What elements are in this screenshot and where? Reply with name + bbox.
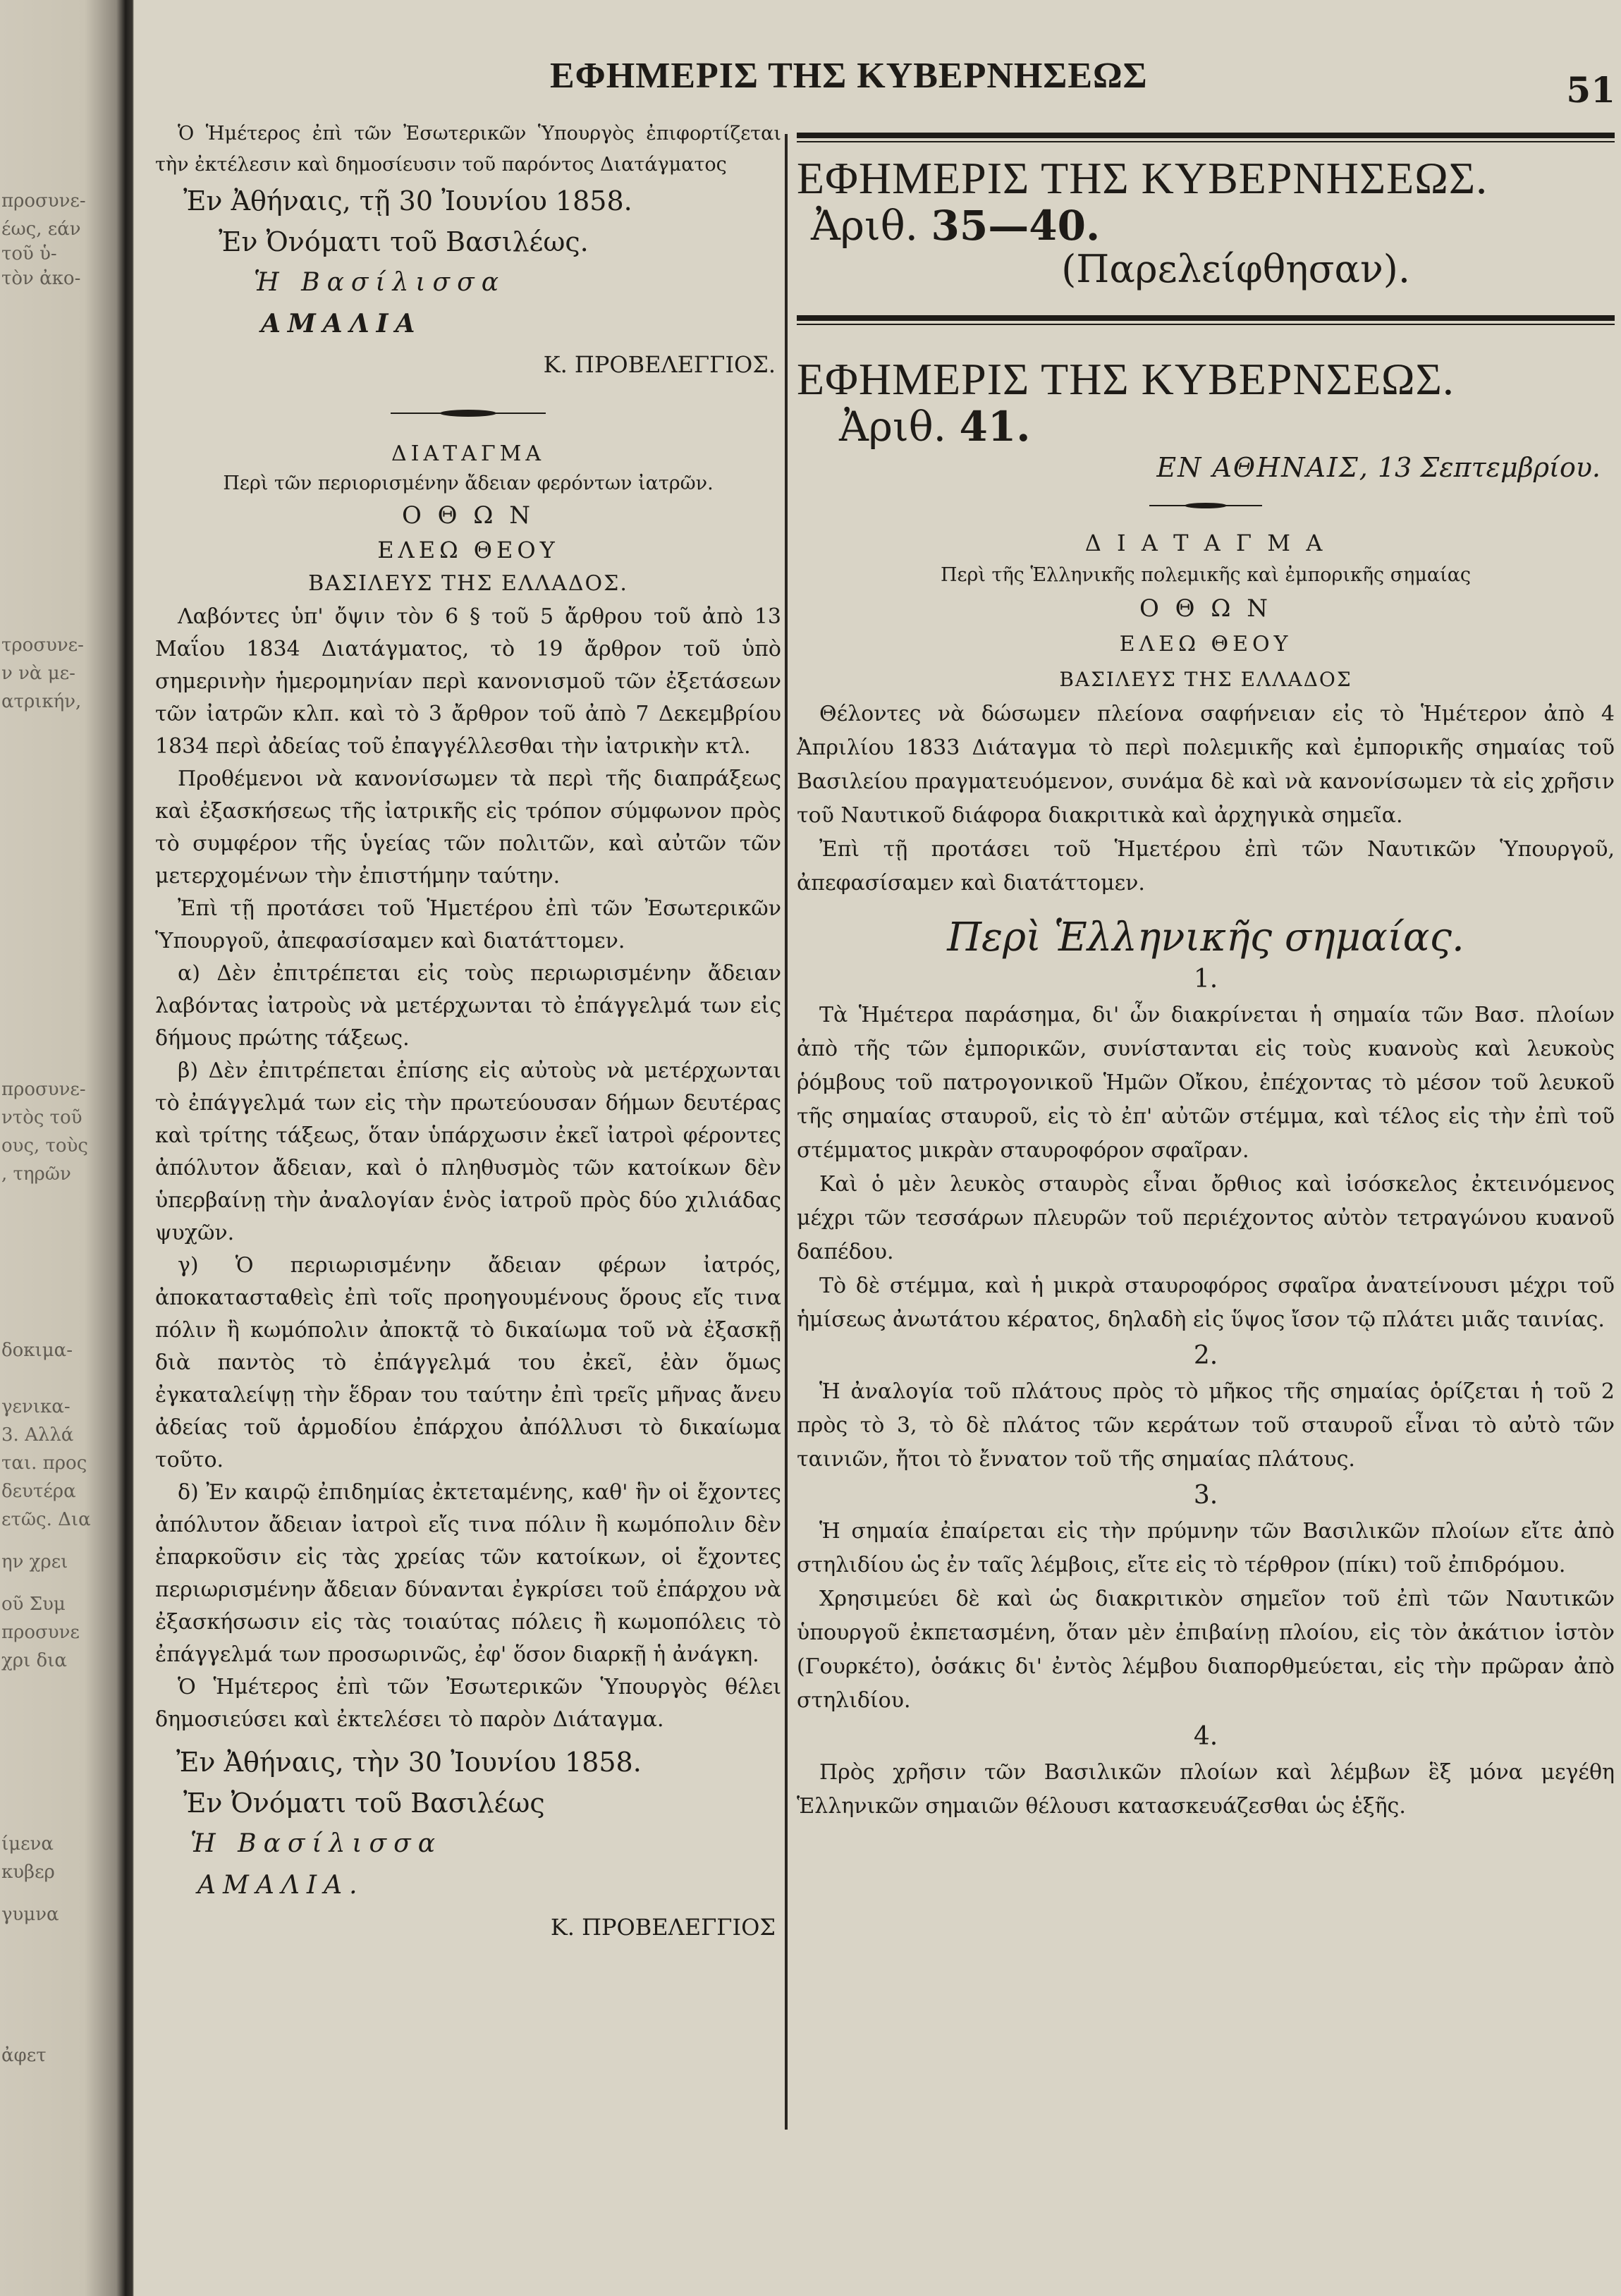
box1-top-rule-thin <box>797 141 1615 142</box>
king-name-right: Ο Θ Ω Ν <box>1139 594 1273 623</box>
gutter-line: ετῶς. Δια <box>1 1509 91 1530</box>
left-column <box>155 118 781 1948</box>
queen-signature-2: ΑΜΑΛΙΑ. <box>197 1871 365 1900</box>
page-number: 51 <box>1566 69 1615 111</box>
article-number: 1. <box>1193 965 1218 994</box>
decree-heading-right: Δ Ι Α Τ Α Γ Μ Α <box>1084 530 1327 556</box>
decree-paragraph: β) Δὲν ἐπιτρέπεται ἐπίσης εἰς αὐτοὺς νὰ μετέρχωνται τὸ ἐπάγγελμά των εἰς τὴν πρωτεύουσαν δήμων δευτέρας καὶ τρίτης τάξεως, ὅταν ὑπάρχωσιν ἐκεῖ ἰατροὶ φέροντες ἀπόλυτον ἄδειαν, καὶ ὁ πληθυσμὸς τῶν κατοίκων δὲν ὑπερβαίνῃ τὴν ἀναλογίαν ἑνὸς ἰατροῦ πρὸς δύο χιλιάδας ψυχῶν. <box>155 1058 781 1245</box>
article-number: 4. <box>1193 1722 1218 1751</box>
box1-issue-value: 35—40. <box>931 202 1101 250</box>
gutter-line: ατρικήν, <box>1 691 82 712</box>
decree-heading: ΔΙΑΤΑΓΜΑ <box>391 441 546 466</box>
grace-of-god-right: ΕΛΕΩ ΘΕΟΥ <box>1119 632 1292 657</box>
intro-paragraph: Ὁ Ἡμέτερος ἐπὶ τῶν Ἐσωτερικῶν Ὑπουργὸς ἐπιφορτίζεται τὴν ἐκτέλεσιν καὶ δημοσίευσιν τοῦ παρόντος Διατάγματος <box>155 123 781 176</box>
queen-title: Ἡ Βασίλισσα <box>254 268 506 297</box>
queen-title-2: Ἡ Βασίλισσα <box>190 1829 443 1858</box>
article-paragraph: Τὸ δὲ στέμμα, καὶ ἡ μικρὰ σταυροφόρος σφαῖρα ἀνατείνουσι μέχρι τοῦ ἡμίσεως ἀνωτάτου κέρατος, δηλαδὴ εἰς ὕψος ἴσον τῷ πλάτει μιᾶς ταινίας. <box>797 1274 1615 1332</box>
gutter-line: ους, τοὺς <box>1 1135 88 1156</box>
gutter-line: κυβερ <box>1 1862 55 1883</box>
in-name-of-king-2: Ἐν Ὀνόματι τοῦ Βασιλέως <box>183 1788 545 1819</box>
ornament-divider <box>155 399 781 427</box>
king-of-greece: ΒΑΣΙΛΕΥΣ ΤΗΣ ΕΛΛΑΔΟΣ. <box>308 571 628 596</box>
article-paragraph: Χρησιμεύει δὲ καὶ ὡς διακριτικὸν σημεῖον τοῦ ἐπὶ τῶν Ναυτικῶν ὑπουργοῦ ἐκπετασμένη, ὅταν μὲν ἐπιβαίνῃ πλοίου, εἰς τὸν ἀκάτιον ἱστὸν (Γουρκέτο), ὁσάκις δι' ἐντὸς λέμβου διαπορθμεύεται, εἰς τὴν πρῶραν ἀπὸ στηλιδίου. <box>797 1587 1615 1713</box>
in-name-of-king: Ἐν Ὀνόματι τοῦ Βασιλέως. <box>219 226 589 257</box>
box2-place: ΕΝ ΑΘΗΝΑΙΣ, <box>1156 452 1369 483</box>
column-divider <box>785 134 788 2130</box>
box1-top-rule <box>797 133 1615 138</box>
decree-paragraph: Προθέμενοι νὰ κανονίσωμεν τὰ περὶ τῆς διαπράξεως καὶ ἐξασκήσεως τῆς ἰατρικῆς εἰς τρόπον σύμφωνον πρὸς τὸ συμφέρον τῆς ὑγείας τῶν πολιτῶν, καὶ αὐτῶν τῶν μετερχομένων τὴν ἐπιστήμην ταύτην. <box>155 767 781 889</box>
gutter-line: οῦ Συμ <box>1 1594 66 1615</box>
decree-paragraph: Ἐπὶ τῇ προτάσει τοῦ Ἡμετέρου ἐπὶ τῶν Ἐσωτερικῶν Ὑπουργοῦ, ἀπεφασίσαμεν καὶ διατάττομεν. <box>155 896 781 953</box>
preamble <box>797 697 1615 900</box>
article-number: 2. <box>1193 1341 1218 1370</box>
gutter-line: προσυνε- <box>1 190 86 212</box>
article-paragraph: Καὶ ὁ μὲν λευκὸς σταυρὸς εἶναι ὄρθιος καὶ ἰσόσκελος ἐκτεινόμενος μέχρι τῶν τεσσάρων πλευρῶν τοῦ περιέχοντος αὐτὸν τετραγώνου κυανοῦ δαπέδου. <box>797 1172 1615 1264</box>
box2-place-date <box>797 451 1615 484</box>
gutter-line: χρι δια <box>1 1650 67 1671</box>
newspaper-page <box>134 0 1621 2296</box>
gutter-line: προσυνε- <box>1 1079 86 1100</box>
section-heading: Περὶ Ἑλληνικῆς σημαίας. <box>947 915 1464 960</box>
gutter-line: ν νὰ με- <box>1 663 75 684</box>
right-column <box>797 118 1615 1824</box>
article-paragraph: Πρὸς χρῆσιν τῶν Βασιλικῶν πλοίων καὶ λέμβων ἓξ μόνα μεγέθη Ἑλληνικῶν σημαιῶν θέλουσι κατασκευάζεσθαι ὡς ἑξῆς. <box>797 1760 1615 1819</box>
article-paragraph: Τὰ Ἡμέτερα παράσημα, δι' ὧν διακρίνεται ἡ σημαία τῶν Βασ. πλοίων ἀπὸ τῆς τῶν ἐμπορικῶν, συνίστανται εἰς τοὺς κυανοὺς καὶ λευκοὺς ῥόμβους τοῦ πατρογονικοῦ Ἡμῶν Οἴκου, ἐπέχοντας τὸ μέσον τοῦ λευκοῦ τῆς σημαίας σταυροῦ, εἰς τὸ ἐπ' αὐτῶν στέμμα, καὶ τέλος εἰς τὴν ἐπὶ τοῦ στέμματος μικρὰν σταυροφόρον σφαῖραν. <box>797 1003 1615 1163</box>
box1-issue-number <box>797 202 1615 250</box>
box2-issue-label: Ἀριθ. <box>839 403 947 451</box>
gutter-line: έως, εάν <box>1 219 81 240</box>
article-number: 3. <box>1193 1481 1218 1510</box>
grace-of-god: ΕΛΕΩ ΘΕΟΥ <box>377 537 559 563</box>
queen-signature: ΑΜΑΛΙΑ <box>261 309 422 338</box>
gutter-line: τὸν ἀκο- <box>1 268 81 289</box>
gutter-line: προσυνε <box>1 1622 80 1643</box>
decree-body <box>155 601 781 1736</box>
article-paragraph: Ἡ σημαία ἐπαίρεται εἰς τὴν πρύμνην τῶν Βασιλικῶν πλοίων εἴτε ἀπὸ στηλιδίου ὡς ἐν ταῖς λέμβοις, εἴτε εἰς τὸ τέρθρον (πίκι) τοῦ ἐπιδρόμου. <box>797 1519 1615 1577</box>
king-of-greece-right: ΒΑΣΙΛΕΥΣ ΤΗΣ ΕΛΛΑΔΟΣ <box>1059 668 1352 691</box>
box2-top-rule-thin <box>797 324 1615 325</box>
decree-paragraph: Λαβόντες ὑπ' ὄψιν τὸν 6 § τοῦ 5 ἄρθρου τοῦ ἀπὸ 13 Μαΐου 1834 Διατάγματος, τὸ 19 ἄρθρον τοῦ ὑπὸ σημερινὴν ἡμερομηνίαν περὶ κανονισμοῦ τῶν ἐξετάσεων τῶν ἰατρῶν κλπ. καὶ τὸ 3 ἄρθρον τοῦ ἀπὸ 7 Δεκεμβρίου 1834 περὶ ἀδείας τοῦ ἐπαγγέλλεσθαι τὴν ἰατρικὴν κτλ. <box>155 604 781 759</box>
minister-signature: Κ. ΠΡΟΒΕΛΕΓΓΙΟΣ. <box>543 351 776 378</box>
gutter-line: γυμνα <box>1 1904 59 1925</box>
gutter-line: δοκιμα- <box>1 1340 73 1361</box>
gutter-line: ντὸς τοῦ <box>1 1107 82 1128</box>
gutter-line: ἀφετ <box>1 2045 47 2066</box>
decree-paragraph: α) Δὲν ἐπιτρέπεται εἰς τοὺς περιωρισμένην ἄδειαν λαβόντας ἰατροὺς νὰ μετέρχωνται τὸ ἐπάγγελμά των εἰς δήμους πρώτης τάξεως. <box>155 961 781 1051</box>
running-title: ΕΦΗΜΕΡΙΣ ΤΗΣ ΚΥΒΕΡΝΗΣΕΩΣ <box>550 56 1148 96</box>
gutter-line: , τηρῶν <box>1 1164 71 1185</box>
box1-title: ΕΦΗΜΕΡΙΣ ΤΗΣ ΚΥΒΕΡΝΗΣΕΩΣ. <box>797 153 1488 203</box>
box1-omitted-note: (Παρελείφθησαν). <box>1061 247 1410 291</box>
gutter-line: δευτέρα <box>1 1481 76 1502</box>
box2-title: ΕΦΗΜΕΡΙΣ ΤΗΣ ΚΥΒΕΡΝΣΕΩΣ. <box>797 354 1455 404</box>
gutter-line: ίμενα <box>1 1833 54 1855</box>
articles <box>797 963 1615 1824</box>
king-name: Ο Θ Ω Ν <box>401 501 535 530</box>
decree-paragraph: δ) Ἐν καιρῷ ἐπιδημίας ἐκτεταμένης, καθ' ἣν οἱ ἔχοντες ἀπόλυτον ἄδειαν ἰατροὶ εἴς τινα πόλιν ἢ κωμόπολιν δὲν ἐπαρκοῦσιν εἰς τὰς χρείας τῶν κατοίκων, οἱ ἔχοντες περιωρισμένην ἄδειαν δύνανται ἐγκρίσει τοῦ ἐπάρχου νὰ ἐξασκήσωσιν εἰς τὰς τοιαύτας πόλεις ἢ κωμοπόλεις τὸ ἐπάγγελμά των προσωρινῶς, ἐφ' ὅσον διαρκῇ ἡ ἀνάγκη. <box>155 1480 781 1667</box>
date-line: Ἐν Ἀθήναις, τῇ 30 Ἰουνίου 1858. <box>183 185 632 216</box>
date-line-2: Ἐν Ἀθήναις, τὴν 30 Ἰουνίου 1858. <box>176 1747 642 1778</box>
box2-top-rule <box>797 315 1615 321</box>
box2-issue-number <box>797 403 1615 451</box>
decree-paragraph: γ) Ὁ περιωρισμένην ἄδειαν φέρων ἰατρός, ἀποκατασταθεὶς ἐπὶ τοῖς προηγουμένους ὅρους εἴς τινα πόλιν ἢ κωμόπολιν ἀποκτᾷ τὸ δικαίωμα τοῦ νὰ ἐξασκῇ διὰ παντὸς τὸ ἐπάγγελμά του ἐκεῖ, ἐὰν ὅμως ἐγκαταλείψῃ τὴν ἕδραν του ταύτην ἐπὶ τρεῖς μῆνας ἄνευ ἀδείας τοῦ ἁρμοδίου ἐπάρχου ἀπόλλυσι τὸ δικαίωμα τοῦτο. <box>155 1253 781 1472</box>
gutter-line: 3. Αλλά <box>1 1424 74 1446</box>
preamble-paragraph: Θέλοντες νὰ δώσωμεν πλείονα σαφήνειαν εἰς τὸ Ἡμέτερον ἀπὸ 4 Ἀπριλίου 1833 Διάταγμα τὸ περὶ πολεμικῆς καὶ ἐμπορικῆς σημαίας τοῦ Βασιλείου πραγματευόμενον, συνάμα δὲ καὶ νὰ κανονίσωμεν τὰ εἰς χρῆσιν τοῦ Ναυτικοῦ διάφορα διακριτικὰ καὶ ἀρχηγικὰ σημεῖα. <box>797 702 1615 828</box>
decree-subject-right: Περὶ τῆς Ἑλληνικῆς πολεμικῆς καὶ ἐμπορικῆς σημαίας <box>940 564 1472 586</box>
gutter-line: γενικα- <box>1 1396 71 1417</box>
article-paragraph: Ἡ ἀναλογία τοῦ πλάτους πρὸς τὸ μῆκος τῆς σημαίας ὁρίζεται ἡ τοῦ 2 πρὸς τὸ 3, τὸ δὲ πλάτος τῶν κεράτων τοῦ σταυροῦ εἶναι τὸ αὐτὸ τῶν ταινιῶν, ἤτοι τὸ ἔννατον τοῦ τῆς σημαίας πλάτους. <box>797 1379 1615 1472</box>
gutter-line: τροσυνε- <box>1 635 84 656</box>
box2-date: 13 Σεπτεμβρίου. <box>1377 452 1601 483</box>
gutter-line: ην χρει <box>1 1551 68 1573</box>
decree-paragraph: Ὁ Ἡμέτερος ἐπὶ τῶν Ἐσωτερικῶν Ὑπουργὸς θέλει δημοσιεύσει καὶ ἐκτελέσει τὸ παρὸν Διάταγμα. <box>155 1675 781 1732</box>
box1-issue-label: Ἀριθ. <box>811 202 919 250</box>
box2-issue-value: 41. <box>959 403 1031 451</box>
minister-signature-2: Κ. ΠΡΟΒΕΛΕΓΓΙΟΣ <box>550 1914 776 1941</box>
decree-subject: Περὶ τῶν περιορισμένην ἄδειαν φερόντων ἰατρῶν. <box>223 472 714 494</box>
gutter-line: ται. προς <box>1 1453 87 1474</box>
binding-gutter <box>0 0 134 2296</box>
preamble-paragraph: Ἐπὶ τῇ προτάσει τοῦ Ἡμετέρου ἐπὶ τῶν Ναυτικῶν Ὑπουργοῦ, ἀπεφασίσαμεν καὶ διατάττομεν. <box>797 837 1615 896</box>
ornament-divider-right <box>797 491 1615 520</box>
gutter-line: τοῦ ὑ- <box>1 243 57 264</box>
